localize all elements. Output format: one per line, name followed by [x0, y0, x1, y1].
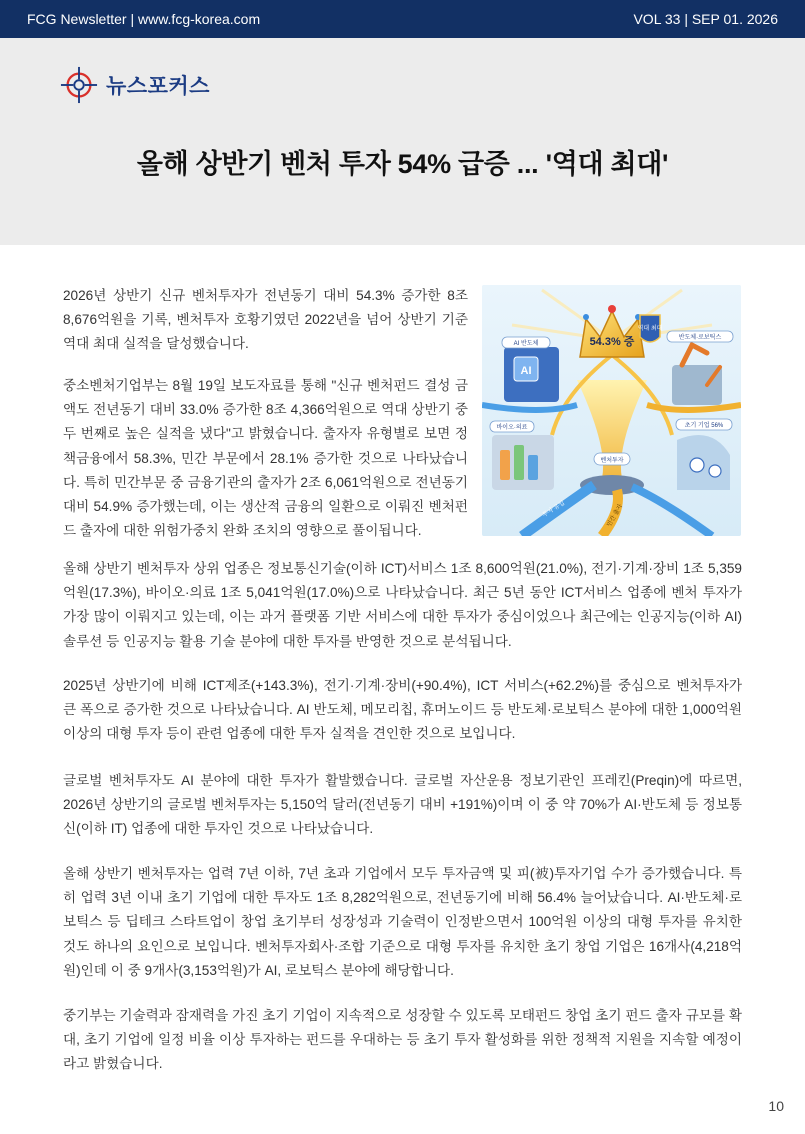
article-paragraph: 올해 상반기 벤처투자는 업력 7년 이하, 7년 초과 기업에서 모두 투자금액 및 피(被)투자기업 수가 증가했습니다. 특히 업력 3년 이내 초기 기업에 대한 투자도 1조 8,282억원으로, 전년동기에 비해 56.4% 늘어났습니다. AI·반도체·로보틱스 등 딥테크 스타트업이 창업 초기부터 성장성과 기술력이 인정받으면서 100억원 이상의 대형 투자를 유치한 것도 하나의 요인으로 보입니다. 벤처투자회사·조합 기준으로 대형 투자를 유치한 초기 창업 기업은 16개사(4,218억원)인데 이 중 9개사(3,153억원)가 AI, 로보틱스 분야에 해당합니다. [63, 866, 742, 978]
venture-investment-illustration [482, 285, 741, 536]
issue-date-text: VOL 33 | SEP 01. 2026 [633, 11, 778, 27]
illustration-label: AI 반도체 [513, 341, 539, 347]
logo-brand-text: 뉴스포커스 [106, 75, 210, 98]
article-title: 올해 상반기 벤처 투자 54% 급증 ... '역대 최대' [136, 149, 669, 179]
crown-value-label: 54.3% 증 [589, 336, 635, 348]
article-paragraph: 2026년 상반기 신규 벤처투자가 전년동기 대비 54.3% 증가한 8조 8,676억원을 기록, 벤처투자 호황기였던 2022년을 넘어 상반기 기준 역대 최대 실적을 달성했습니다. [63, 288, 468, 352]
page-number: 10 [768, 1098, 784, 1114]
illustration-graphic [482, 285, 741, 536]
title-banner [0, 38, 805, 245]
illustration-label: 반도체·로보틱스 [678, 335, 722, 341]
illustration-label: 바이오·의료 [496, 425, 528, 431]
article-paragraph: 중소벤처기업부는 8월 19일 보도자료를 통해 "신규 벤처펀드 결성 금액도 전년동기 대비 33.0% 증가한 8조 4,366억원으로 역대 상반기 중 두 번째로 높은 실적을 냈다"고 밝혔습니다. 출자자 유형별로 보면 정책금융에서 58.3%, 민간 부문에서 28.1% 증가한 것으로 나타났습니다. 특히 민간부문 중 금융기관의 출자가 2조 6,061억원으로 전년동기 대비 54.9% 증가했는데, 이는 생산적 금융의 일환으로 이뤄진 벤처펀드 출자에 대한 위험가중치 완화 조치의 영향으로 풀이됩니다. [63, 378, 468, 539]
article-paragraph: 올해 상반기 벤처투자 상위 업종은 정보통신기술(이하 ICT)서비스 1조 8,600억원(21.0%), 전기·기계·장비 1조 5,359억원(17.3%), 바이오·의료 1조 5,041억원(17.0%)으로 나타났습니다. 최근 5년 동안 ICT서비스 업종에 벤처 투자가 가장 많이 이뤄지고 있는데, 이는 과거 플랫폼 기반 서비스에 대한 투자가 중심이었으나 최근에는 인공지능(이하 AI) 솔루션 등 인공지능 활용 기술 분야에 대한 투자를 반영한 것으로 분석됩니다. [63, 561, 742, 649]
news-focus-logo [60, 65, 210, 105]
article-paragraph: 중기부는 기술력과 잠재력을 가진 초기 기업이 지속적으로 성장할 수 있도록 모태펀드 창업 초기 펀드 출자 규모를 확대, 초기 기업에 일정 비율 이상 투자하는 펀드를 우대하는 등 초기 투자 활성화를 위한 정책적 지원을 지속할 예정이라고 밝혔습니다. [63, 1008, 742, 1072]
illustration-label: 벤처투자 [600, 458, 624, 464]
record-badge-label: 역대 최대 [637, 326, 663, 332]
illustration-label: 민간 출자 [606, 503, 625, 528]
article-paragraph: 2025년 상반기에 비해 ICT제조(+143.3%), 전기·기계·장비(+90.4%), ICT 서비스(+62.2%)를 중심으로 벤처투자가 큰 폭으로 증가한 것으로 나타났습니다. AI 반도체, 메모리칩, 휴머노이드 등 반도체·로보틱스 분야에 대한 1,000억원 이상의 대형 투자 등이 관련 업종에 대한 투자 실적을 견인한 것으로 보입니다. [63, 678, 742, 742]
illustration-label: 투자 유입 [541, 500, 567, 519]
newsletter-site-text: FCG Newsletter | www.fcg-korea.com [27, 11, 261, 27]
article-paragraph: 글로벌 벤처투자도 AI 분야에 대한 투자가 활발했습니다. 글로벌 자산운용 정보기관인 프레킨(Preqin)에 따르면, 2026년 상반기의 글로벌 벤처투자는 5,150억 달러(전년동기 대비 +191%)이며 이 중 약 70%가 AI·반도체 등 정보통신(이하 IT) 업종에 대한 투자인 것으로 나타났습니다. [63, 773, 742, 837]
svg-text:AI: AI [520, 365, 532, 377]
newsletter-header-bar [0, 0, 805, 38]
illustration-label: 초기 기업 56% [684, 423, 724, 429]
crosshair-icon [60, 66, 98, 104]
